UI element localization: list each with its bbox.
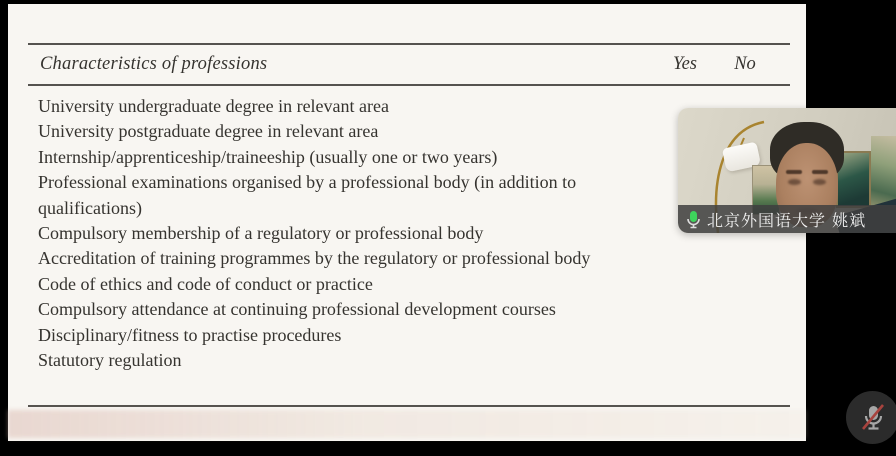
participant-video[interactable] bbox=[678, 108, 896, 233]
table-row bbox=[38, 170, 642, 221]
table-row bbox=[38, 145, 642, 170]
table-row bbox=[38, 94, 642, 119]
table-row bbox=[38, 119, 642, 144]
table-body bbox=[38, 94, 642, 373]
row-characteristic-text: University undergraduate degree in relevant area bbox=[38, 96, 389, 116]
row-characteristic-text: Code of ethics and code of conduct or practice bbox=[38, 273, 373, 294]
participant-eyebrow bbox=[786, 170, 802, 174]
row-characteristic-text: Compulsory membership of a regulatory or professional body bbox=[38, 223, 484, 244]
participant-eye bbox=[788, 179, 801, 185]
table-row bbox=[38, 272, 642, 297]
table-header-characteristics: Characteristics of professions bbox=[40, 54, 268, 74]
table-header-yes: Yes bbox=[672, 54, 697, 74]
participant-name-label: 北京外国语大学 姚斌 bbox=[707, 210, 867, 230]
row-characteristic-text: University postgraduate degree in relevant area bbox=[38, 121, 379, 142]
row-characteristic-text: Internship/apprenticeship/traineeship (usually one or two years) bbox=[38, 146, 498, 167]
table-row bbox=[38, 348, 642, 373]
table-row bbox=[38, 221, 642, 246]
participant-eye bbox=[813, 179, 826, 185]
row-characteristic-text: Compulsory attendance at continuing professional development courses bbox=[38, 299, 556, 320]
microphone-muted-icon bbox=[859, 403, 887, 433]
table-rule-bottom bbox=[28, 405, 790, 407]
table-row bbox=[38, 246, 642, 271]
table-rule-top bbox=[28, 43, 790, 45]
row-characteristic-text: Accreditation of training programmes by the regulatory or professional body bbox=[38, 248, 591, 269]
slide-bottom-image-strip bbox=[8, 410, 806, 438]
mute-button[interactable] bbox=[846, 391, 896, 444]
participant-eyebrow bbox=[812, 170, 828, 174]
row-characteristic-text: Disciplinary/fitness to practise procedures bbox=[38, 324, 342, 345]
participant-name-bar bbox=[678, 205, 896, 233]
table-rule-header bbox=[28, 84, 790, 86]
table-header-no: No bbox=[734, 54, 756, 74]
row-characteristic-text: Statutory regulation bbox=[38, 350, 182, 371]
table-row bbox=[38, 323, 642, 348]
row-characteristic-text: Professional examinations organised by a professional body (in addition to qualifications) bbox=[38, 172, 577, 218]
table-row bbox=[38, 297, 642, 322]
microphone-active-icon bbox=[686, 210, 701, 229]
